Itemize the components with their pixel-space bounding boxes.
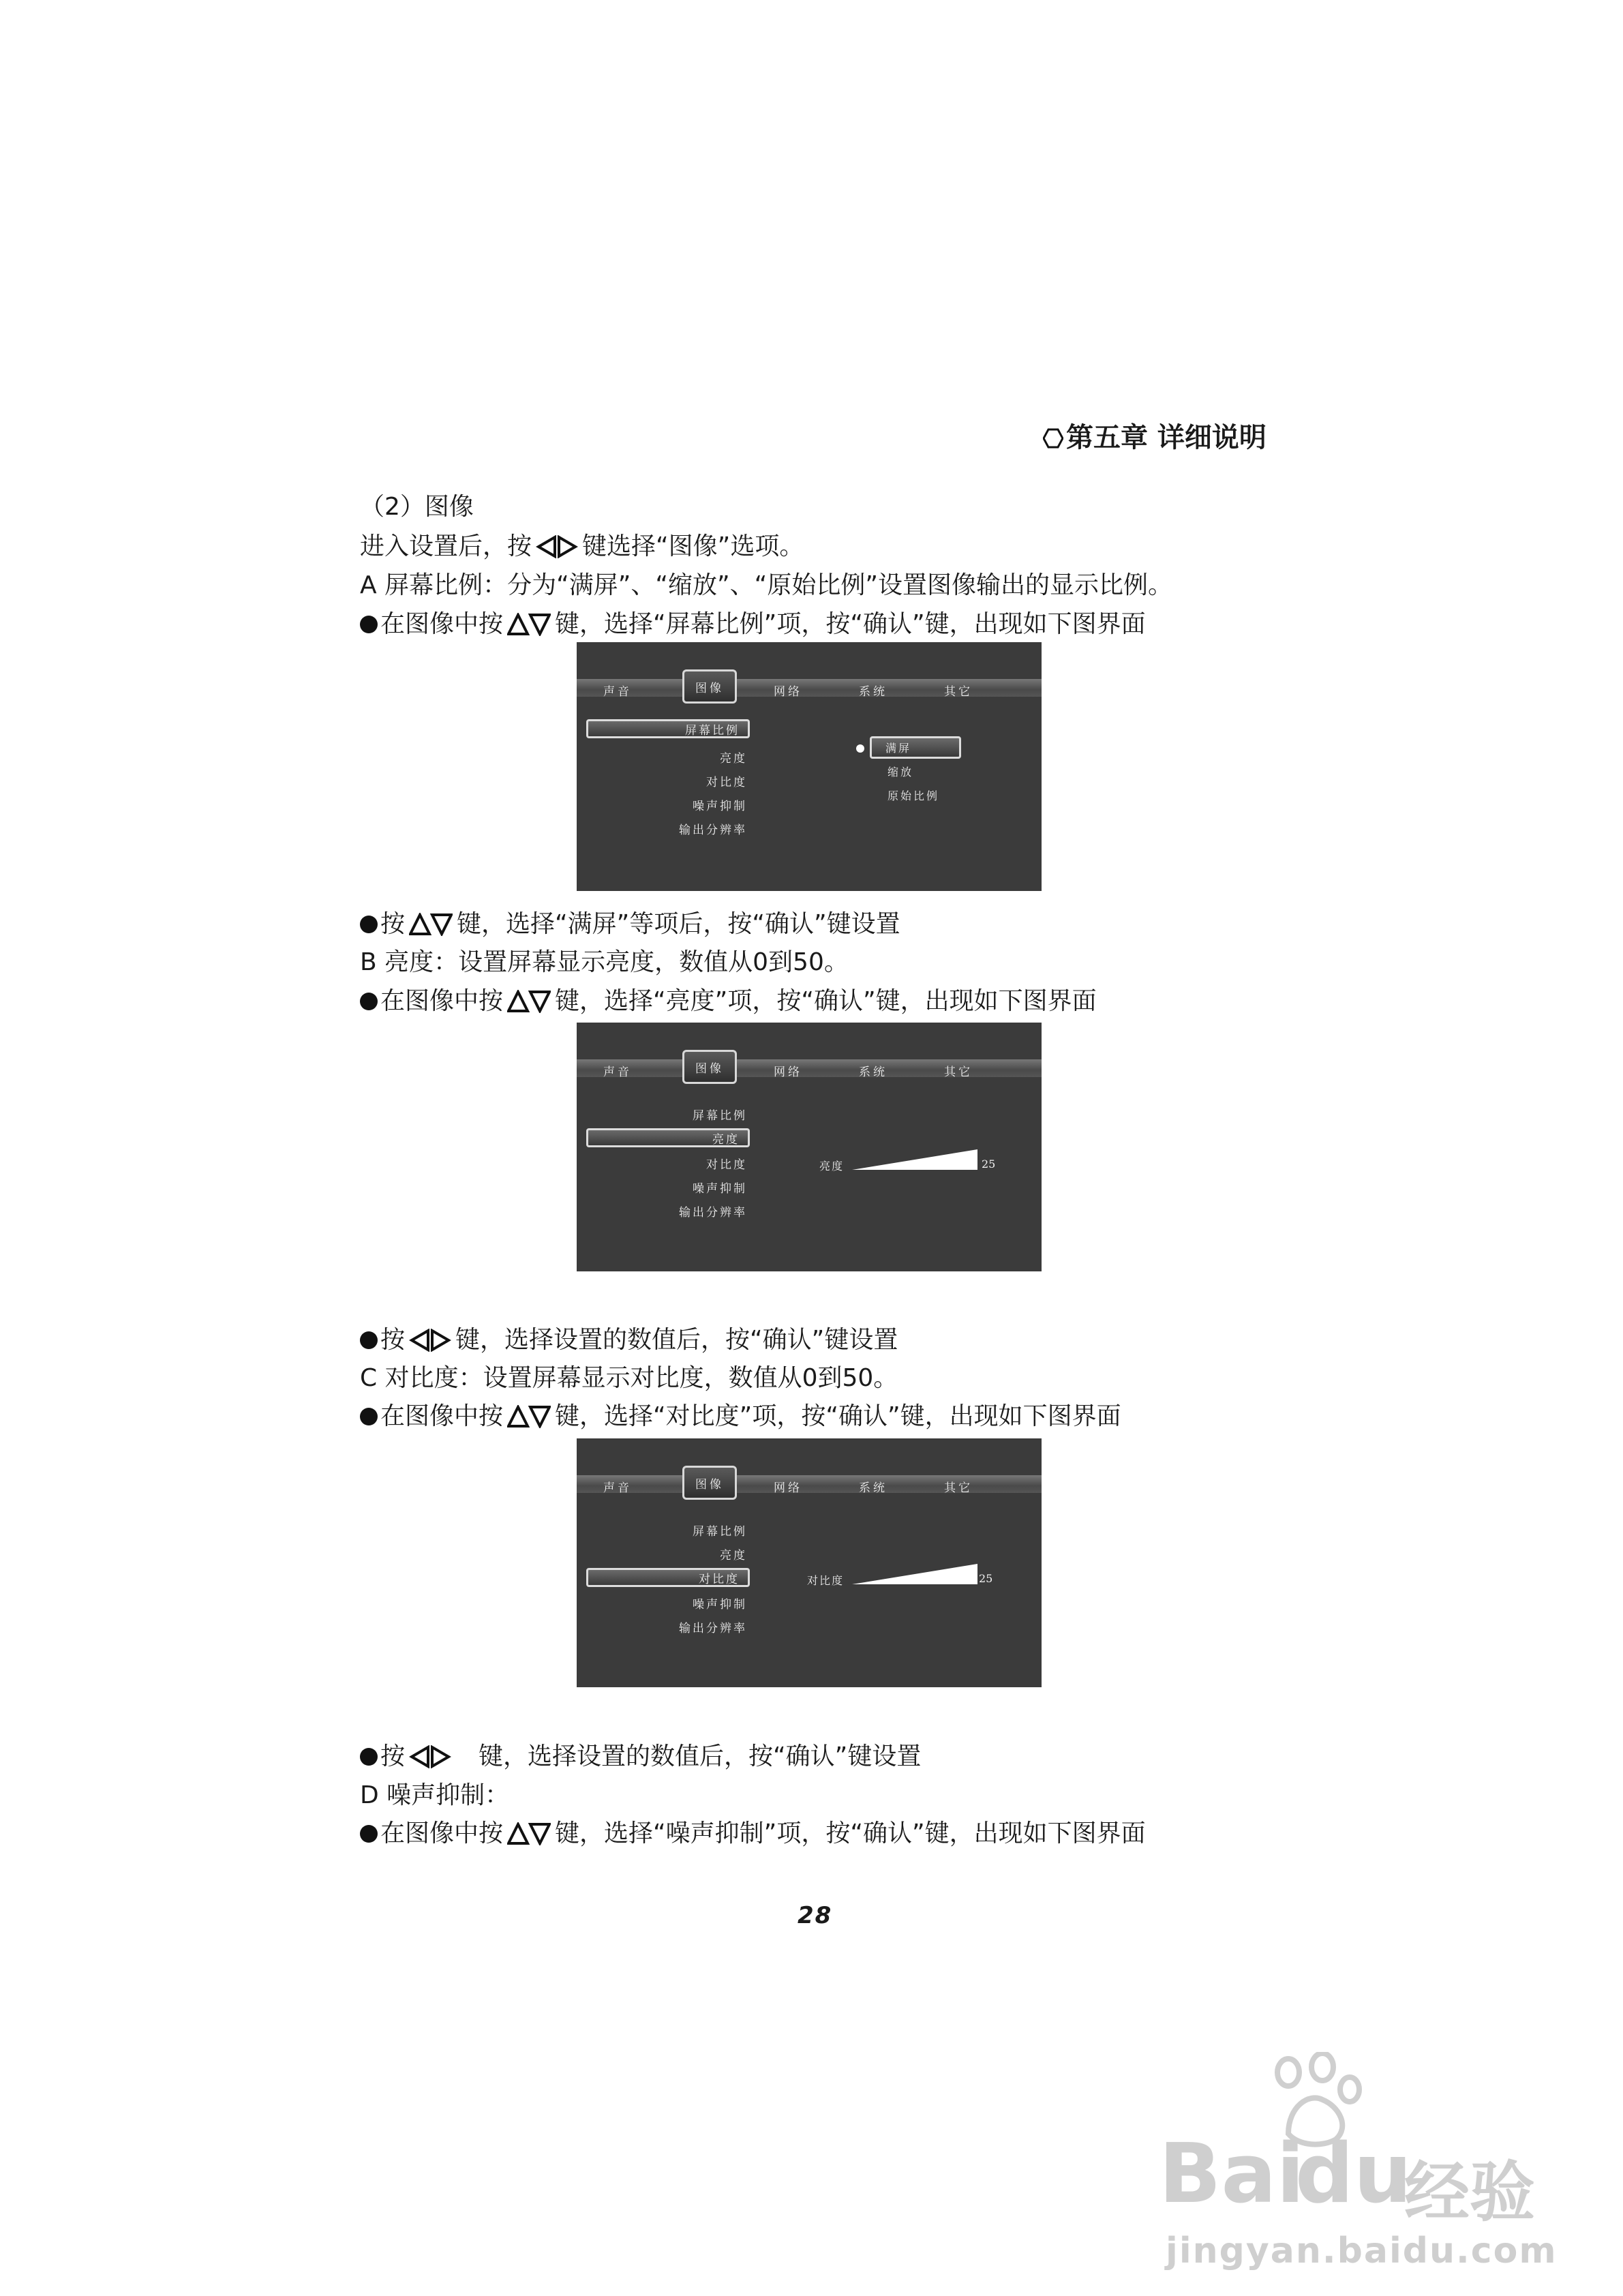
menu-item-brightness[interactable]: 亮度	[720, 1549, 747, 1562]
tab-network[interactable]: 网络	[774, 685, 802, 699]
chapter-title: 第五章 详细说明	[1066, 422, 1266, 453]
watermark-url: jingyan.baidu.com	[1166, 2231, 1558, 2271]
text-line-2: A 屏幕比例：分为“满屏”、“缩放”、“原始比例”设置图像输出的显示比例。	[360, 571, 1172, 599]
option-fullscreen[interactable]: 满屏	[870, 736, 961, 759]
chapter-header	[1043, 416, 1266, 455]
option-zoom[interactable]: 缩放	[888, 766, 914, 779]
tab-sound[interactable]: 声音	[603, 1481, 632, 1495]
tab-sound[interactable]: 声音	[603, 685, 632, 699]
tab-network[interactable]: 网络	[774, 1481, 802, 1495]
menu-item-output-resolution[interactable]: 输出分辨率	[679, 1622, 747, 1635]
left-right-arrow-icon	[409, 1745, 451, 1768]
watermark-brand-2: du	[1295, 2127, 1412, 2222]
bullet-icon	[360, 1748, 378, 1766]
page-number: 28	[798, 1902, 833, 1929]
left-right-arrow-icon	[536, 535, 578, 558]
text-line-3: 在图像中按 键，选择“屏幕比例”项，按“确认”键，出现如下图界面	[360, 608, 1146, 641]
tab-picture[interactable]: 图像	[682, 669, 737, 704]
menu-item-noise-reduction[interactable]: 噪声抑制	[693, 1598, 747, 1612]
bullet-icon	[360, 993, 378, 1010]
menu-item-brightness[interactable]: 亮度	[720, 752, 747, 766]
selected-dot-icon	[856, 744, 864, 753]
menu-item-noise-reduction[interactable]: 噪声抑制	[693, 800, 747, 813]
baidu-jingyan-watermark	[1159, 2052, 1595, 2277]
contrast-slider-label: 对比度	[807, 1574, 845, 1587]
text-line-1: 进入设置后，按 键选择“图像”选项。	[360, 532, 804, 560]
tab-system[interactable]: 系统	[859, 1066, 888, 1079]
menu-item-output-resolution[interactable]: 输出分辨率	[679, 1206, 747, 1220]
watermark-sub: 经验	[1404, 2154, 1535, 2231]
menu-item-noise-reduction[interactable]: 噪声抑制	[693, 1182, 747, 1196]
menu-item-contrast[interactable]: 对比度	[706, 776, 747, 789]
up-down-arrow-icon	[507, 613, 551, 636]
screen-brightness	[577, 1023, 1042, 1271]
tab-system[interactable]: 系统	[859, 1481, 888, 1495]
text-line-10: 按 键，选择设置的数值后，按“确认”键设置	[360, 1740, 921, 1773]
tab-other[interactable]: 其它	[944, 1066, 973, 1079]
tab-other[interactable]: 其它	[944, 685, 973, 699]
bullet-icon	[360, 616, 378, 633]
menu-item-output-resolution[interactable]: 输出分辨率	[679, 824, 747, 837]
contrast-slider[interactable]	[852, 1562, 979, 1586]
menu-item-aspect-ratio[interactable]: 屏幕比例	[693, 1109, 747, 1123]
tab-network[interactable]: 网络	[774, 1066, 802, 1079]
menu-item-brightness[interactable]: 亮度	[586, 1128, 750, 1147]
menu-item-contrast[interactable]: 对比度	[706, 1158, 747, 1172]
tab-sound[interactable]: 声音	[603, 1066, 632, 1079]
tab-picture[interactable]: 图像	[682, 1050, 737, 1084]
menu-item-contrast[interactable]: 对比度	[586, 1568, 750, 1587]
up-down-arrow-icon	[507, 1822, 551, 1845]
menu-item-aspect-ratio[interactable]: 屏幕比例	[693, 1525, 747, 1539]
menu-item-aspect-ratio[interactable]: 屏幕比例	[586, 719, 750, 738]
up-down-arrow-icon	[409, 913, 453, 936]
left-right-arrow-icon	[409, 1329, 451, 1352]
screen-contrast	[577, 1438, 1042, 1687]
up-down-arrow-icon	[507, 990, 551, 1013]
brightness-slider-label: 亮度	[819, 1160, 845, 1173]
brightness-value: 25	[982, 1158, 996, 1170]
text-line-11: D 噪声抑制：	[360, 1781, 510, 1809]
text-line-5: B 亮度：设置屏幕显示亮度，数值从0到50。	[360, 948, 849, 976]
tab-other[interactable]: 其它	[944, 1481, 973, 1495]
bullet-icon	[360, 916, 378, 933]
text-line-6: 在图像中按 键，选择“亮度”项，按“确认”键，出现如下图界面	[360, 985, 1097, 1018]
option-original-ratio[interactable]: 原始比例	[888, 789, 940, 802]
text-line-4: 按 键，选择“满屏”等项后，按“确认”键设置	[360, 908, 900, 941]
tab-system[interactable]: 系统	[859, 685, 888, 699]
bullet-icon	[360, 1825, 378, 1843]
tab-picture[interactable]: 图像	[682, 1466, 737, 1500]
bullet-icon	[360, 1331, 378, 1349]
bullet-icon	[360, 1408, 378, 1425]
text-line-8: C 对比度：设置屏幕显示对比度，数值从0到50。	[360, 1364, 898, 1392]
section-title: （2）图像	[360, 493, 474, 521]
text-line-12: 在图像中按 键，选择“噪声抑制”项，按“确认”键，出现如下图界面	[360, 1817, 1146, 1850]
text-line-9: 在图像中按 键，选择“对比度”项，按“确认”键，出现如下图界面	[360, 1400, 1121, 1433]
screen-aspect-ratio	[577, 642, 1042, 891]
text-line-7: 按 键，选择设置的数值后，按“确认”键设置	[360, 1324, 898, 1357]
contrast-value: 25	[979, 1572, 993, 1585]
watermark-brand: Bai	[1159, 2127, 1305, 2222]
up-down-arrow-icon	[507, 1405, 551, 1428]
hexagon-icon	[1043, 424, 1063, 444]
brightness-slider[interactable]	[852, 1148, 979, 1171]
